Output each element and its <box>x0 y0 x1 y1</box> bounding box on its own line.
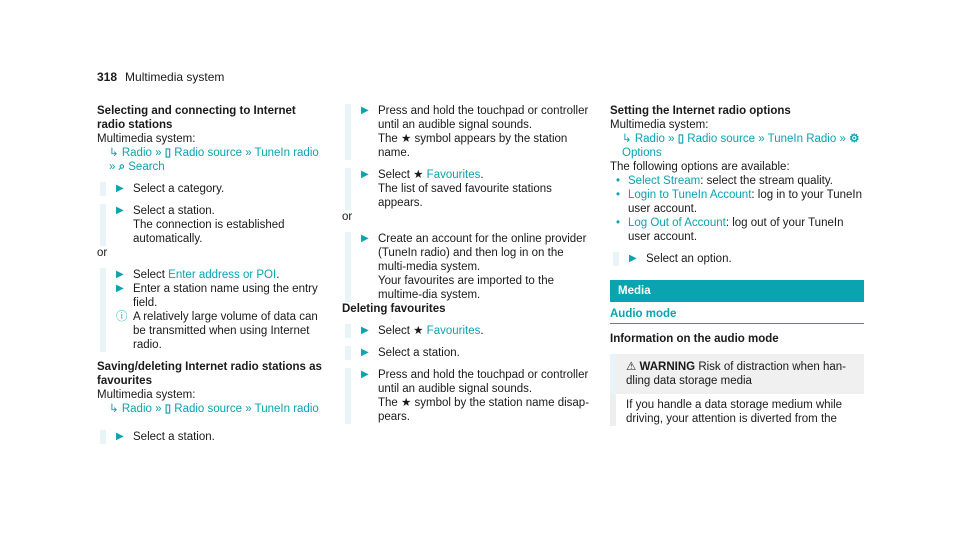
bullet-icon: • <box>616 175 621 187</box>
chevron-icon: » <box>758 133 765 145</box>
section-heading: Deleting favourites <box>342 303 446 315</box>
warning-icon: ⚠ <box>626 361 637 373</box>
options-intro: The following options are available: <box>610 161 790 173</box>
chevron-icon: » <box>839 133 846 145</box>
step-arrow-icon: ▶ <box>116 205 124 216</box>
bullet-icon: • <box>616 189 621 201</box>
note-item: ⓘ A relatively large volume of data can be transmitted when using Internet radio. <box>116 311 318 351</box>
step-arrow-icon: ▶ <box>116 183 124 194</box>
step-block <box>345 324 590 338</box>
section-heading: Saving/deleting Internet radio stations as favourites <box>97 361 322 387</box>
path-radio[interactable]: Radio <box>121 403 152 415</box>
radio-source-icon: ▯ <box>677 133 685 145</box>
step-block <box>100 430 323 444</box>
path-tunein[interactable]: TuneIn Radio <box>767 133 837 145</box>
path-search[interactable]: Search <box>128 161 165 173</box>
step-item: ▶ Select a station. <box>361 347 460 359</box>
step-item: ▶ Enter a station name using the entry field. <box>116 283 318 309</box>
step-item: ▶ Press and hold the touchpad or controller until an audible signal sounds. The ★ symbol appears by the station name. <box>361 105 589 159</box>
search-icon: ⌕ <box>118 161 126 173</box>
system-label: Multimedia system: <box>97 133 196 145</box>
column-3 <box>610 104 864 426</box>
radio-source-icon: ▯ <box>164 403 172 415</box>
step-arrow-icon: ▶ <box>361 325 369 336</box>
path-radio-source[interactable]: Radio source <box>174 147 243 159</box>
path-radio-source[interactable]: Radio source <box>687 133 756 145</box>
step-arrow-icon: ▶ <box>361 169 369 180</box>
chevron-icon: » <box>155 403 162 415</box>
step-item: ▶ Select an option. <box>629 253 732 265</box>
step-arrow-icon: ▶ <box>361 233 369 244</box>
media-banner: Media <box>610 280 864 302</box>
step-item: ▶ Select ★ Favourites. <box>361 325 484 337</box>
option-item: • Login to TuneIn Account: log in to your TuneIn user account. <box>616 189 863 215</box>
info-heading: Information on the audio mode <box>610 333 779 345</box>
page-number: 318 <box>97 70 118 84</box>
step-arrow-icon: ▶ <box>116 431 124 442</box>
bullet-icon: • <box>616 217 621 229</box>
chevron-icon: » <box>155 147 162 159</box>
chevron-icon: » <box>109 161 116 173</box>
step-arrow-icon: ▶ <box>629 253 637 264</box>
step-item: ▶ Select a station. The connection is established automatically. <box>116 205 285 245</box>
step-arrow-icon: ▶ <box>361 347 369 358</box>
warning-text: Risk of distraction when han-dling data storage media <box>626 361 846 387</box>
menu-path <box>97 402 323 416</box>
warning-body: If you handle a data storage medium while driving, your attention is diverted from the <box>610 394 864 426</box>
step-block <box>345 168 590 210</box>
audio-mode-heading: Audio mode <box>610 302 864 324</box>
menu-path <box>610 132 864 160</box>
gear-icon: ⚙ <box>849 133 860 145</box>
path-tunein[interactable]: TuneIn radio <box>254 403 319 415</box>
step-arrow-icon: ▶ <box>116 283 124 294</box>
system-label: Multimedia system: <box>610 119 709 131</box>
step-block <box>345 368 590 424</box>
step-block <box>345 104 590 160</box>
warning-title: WARNING <box>639 361 696 373</box>
path-radio[interactable]: Radio <box>634 133 665 145</box>
step-arrow-icon: ▶ <box>361 105 369 116</box>
step-block <box>100 182 323 196</box>
step-item: ▶ Select ★ Favourites. The list of saved favourite stations appears. <box>361 169 552 209</box>
step-arrow-icon: ▶ <box>361 369 369 380</box>
radio-source-icon: ▯ <box>164 147 172 159</box>
column-1 <box>97 104 323 444</box>
step-item: ▶ Select a station. <box>116 431 215 443</box>
step-item: ▶ Press and hold the touchpad or controller until an audible signal sounds. The ★ symbol by the station name disap-pears. <box>361 369 590 423</box>
step-item: ▶ Create an account for the online provider (TuneIn radio) and then log in on the multi-media system. Your favourites are imported to the multime-dia system. <box>361 233 587 301</box>
step-block <box>345 346 590 360</box>
step-block <box>345 232 590 302</box>
info-icon: ⓘ <box>116 311 128 323</box>
return-arrow-icon: ↳ <box>109 403 119 415</box>
or-label: or <box>342 211 353 223</box>
column-2 <box>342 104 590 424</box>
section-heading: Setting the Internet radio options <box>610 105 791 117</box>
step-block <box>613 252 864 266</box>
path-radio-source[interactable]: Radio source <box>174 403 243 415</box>
menu-path <box>97 146 323 174</box>
or-label: or <box>97 247 108 259</box>
system-label: Multimedia system: <box>97 389 196 401</box>
option-item: • Select Stream: select the stream quality. <box>616 175 833 187</box>
return-arrow-icon: ↳ <box>109 147 119 159</box>
chevron-icon: » <box>668 133 675 145</box>
step-block <box>100 204 323 246</box>
page-title: Multimedia system <box>125 70 225 84</box>
step-arrow-icon: ▶ <box>116 269 124 280</box>
chevron-icon: » <box>245 147 252 159</box>
step-item: ▶ Select Enter address or POI. <box>116 269 280 281</box>
warning-box <box>610 354 864 394</box>
step-item: ▶ Select a category. <box>116 183 225 195</box>
option-item: • Log Out of Account: log out of your TuneIn user account. <box>616 217 844 243</box>
chevron-icon: » <box>245 403 252 415</box>
path-options[interactable]: Options <box>622 147 662 159</box>
step-block <box>100 268 323 352</box>
path-tunein[interactable]: TuneIn radio <box>254 147 319 159</box>
page-header <box>97 70 224 84</box>
section-heading: Selecting and connecting to Internet radio stations <box>97 105 296 131</box>
path-radio[interactable]: Radio <box>121 147 152 159</box>
return-arrow-icon: ↳ <box>622 133 632 145</box>
